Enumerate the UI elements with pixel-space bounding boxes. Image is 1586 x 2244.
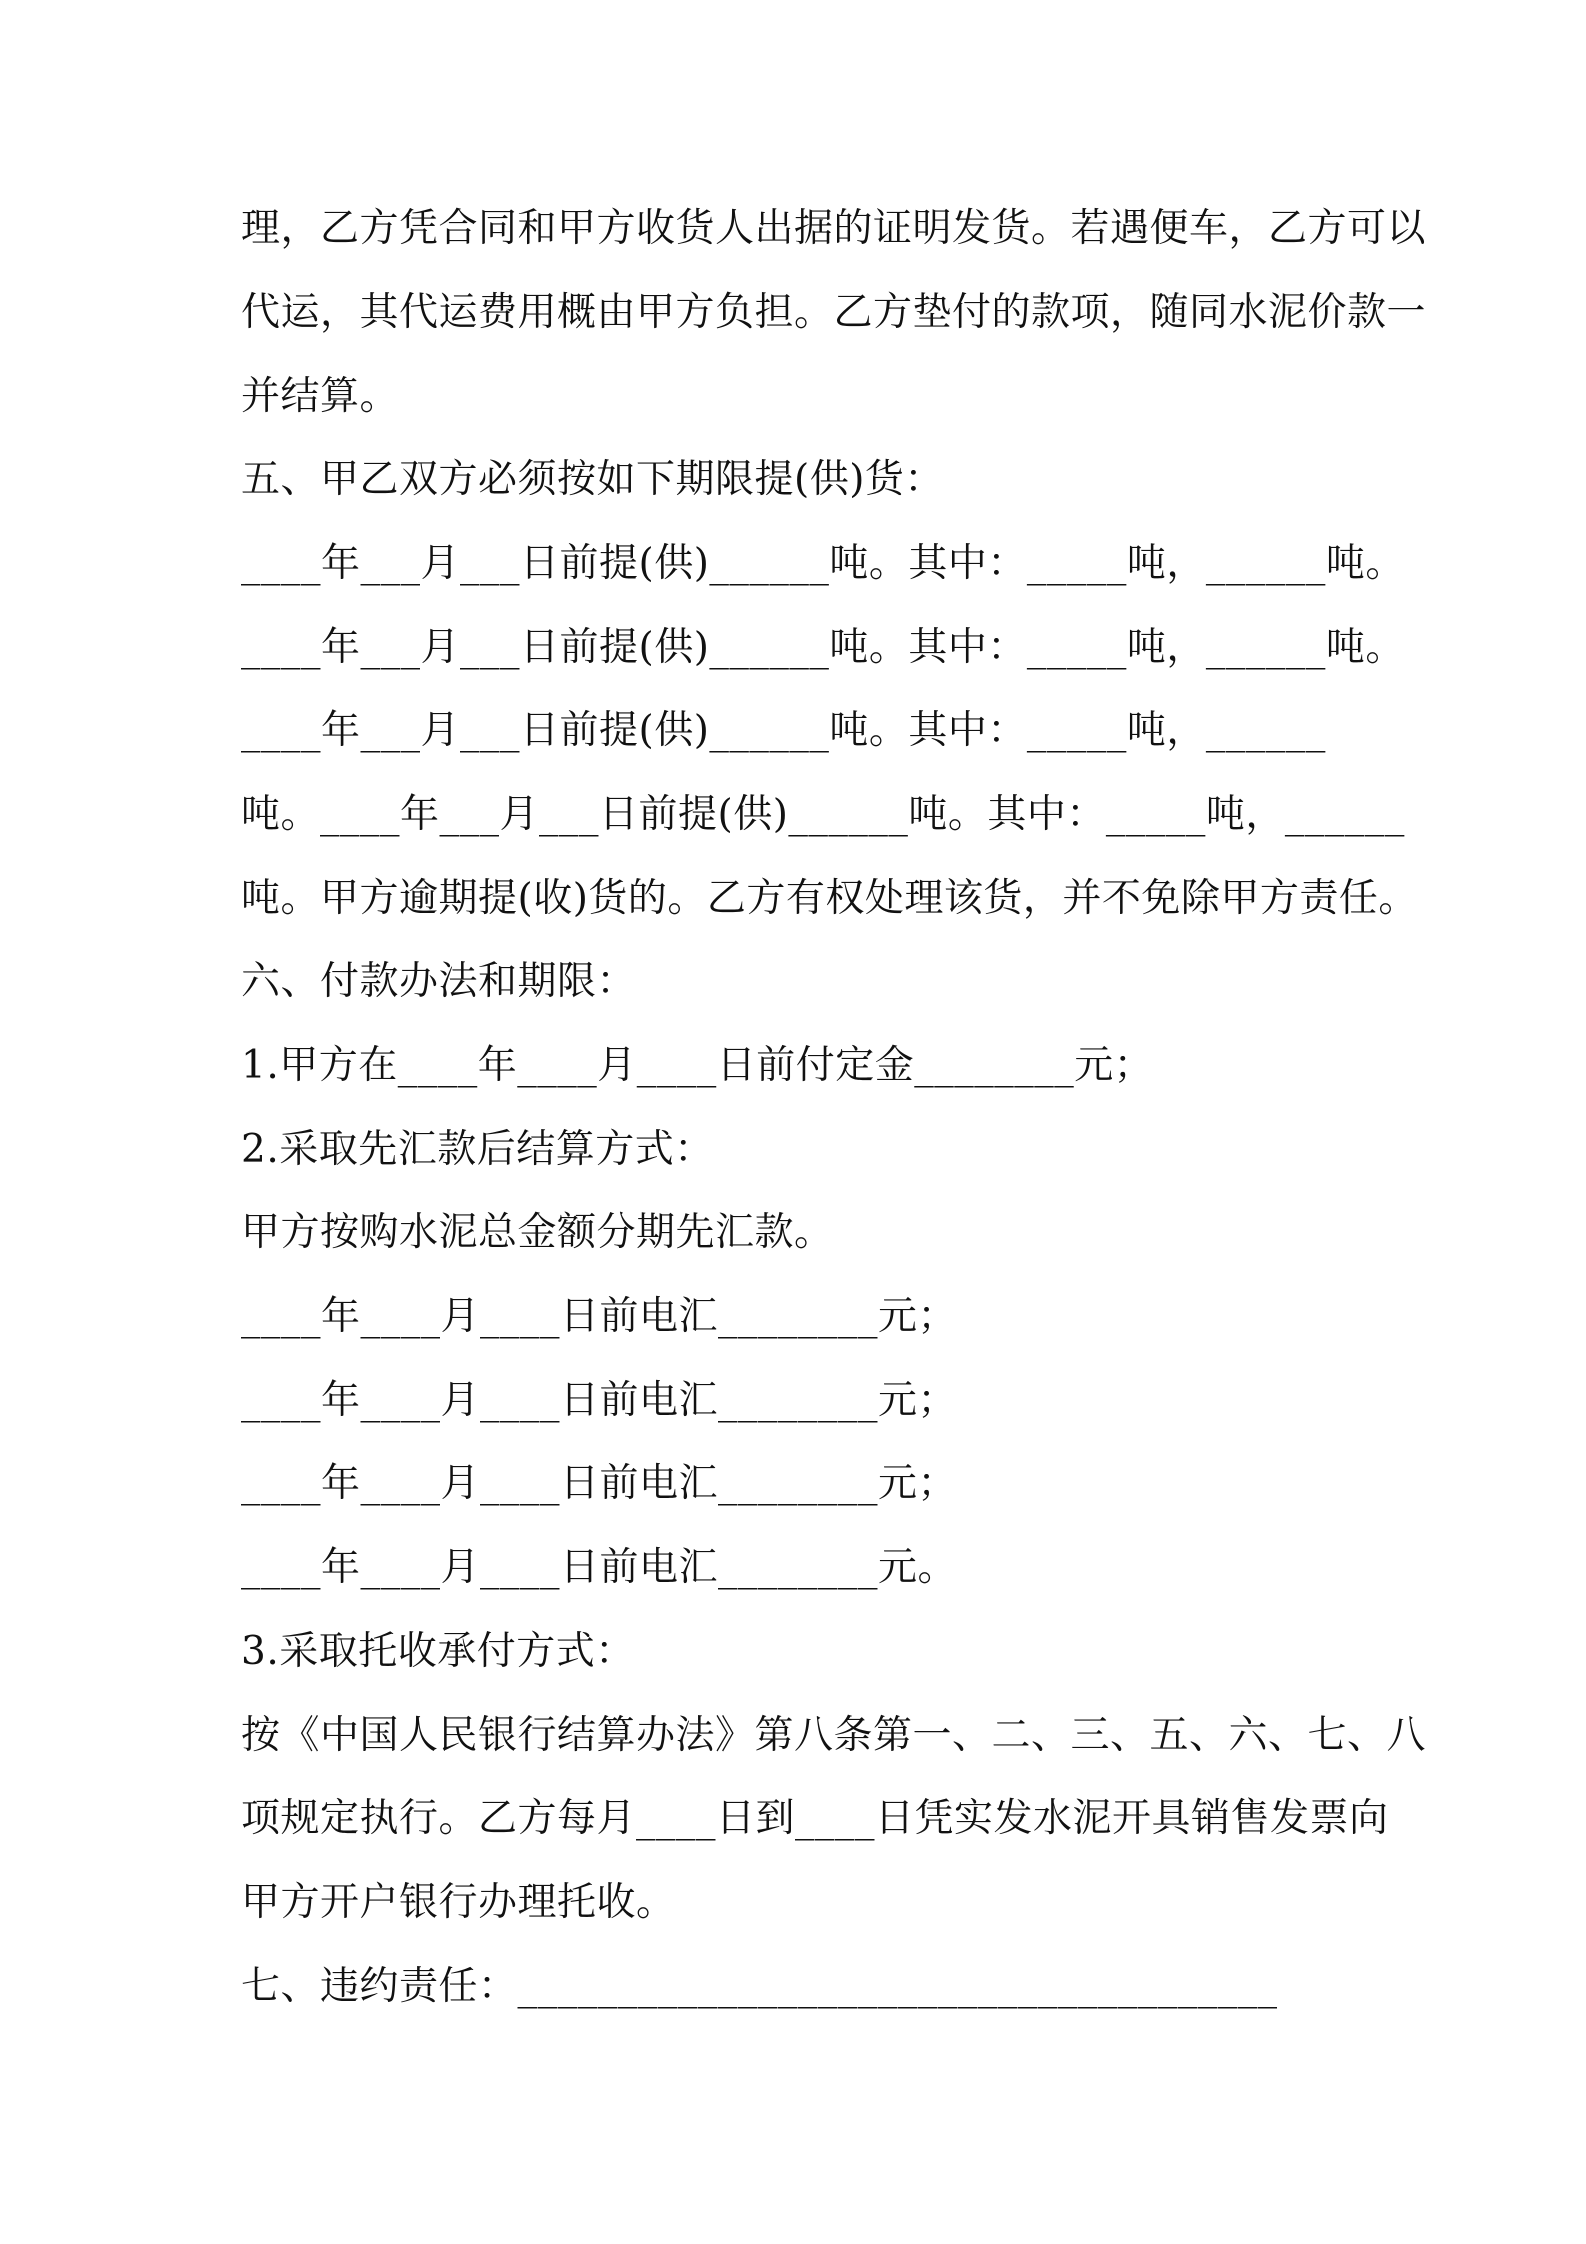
section-heading-seven: 七、违约责任：______________________________________ — [241, 1964, 1278, 2009]
paragraph-line: 吨。甲方逾期提(收)货的。乙方有权处理该货，并不免除甲方责任。 — [241, 876, 1418, 921]
wire-transfer-line: ____年____月____日前电汇________元； — [241, 1378, 958, 1423]
delivery-schedule-line: ____年___月___日前提(供)______吨。其中：_____吨，______吨。 — [241, 625, 1405, 670]
section-heading-six: 六、付款办法和期限： — [241, 959, 637, 1004]
delivery-schedule-line: ____年___月___日前提(供)______吨。其中：_____吨，______吨。 — [241, 541, 1405, 586]
payment-item-2: 2.采取先汇款后结算方式： — [241, 1127, 714, 1172]
payment-item-1: 1.甲方在____年____月____日前付定金________元； — [241, 1043, 1154, 1088]
payment-item-3: 3.采取托收承付方式： — [241, 1629, 635, 1674]
paragraph-line: 甲方按购水泥总金额分期先汇款。 — [241, 1210, 834, 1255]
paragraph-line: 按《中国人民银行结算办法》第八条第一、二、三、五、六、七、八 — [241, 1713, 1427, 1758]
paragraph-line: 并结算。 — [241, 374, 400, 419]
paragraph-line: 项规定执行。乙方每月____日到____日凭实发水泥开具销售发票向 — [241, 1796, 1389, 1841]
section-heading-five: 五、甲乙双方必须按如下期限提(供)货： — [241, 457, 944, 502]
paragraph-line: 理，乙方凭合同和甲方收货人出据的证明发货。若遇便车，乙方可以 — [241, 206, 1427, 251]
paragraph-line: 甲方开户银行办理托收。 — [241, 1880, 676, 1925]
delivery-schedule-line: 吨。____年___月___日前提(供)______吨。其中：_____吨，______ — [241, 792, 1405, 837]
wire-transfer-line: ____年____月____日前电汇________元； — [241, 1461, 958, 1506]
delivery-schedule-line: ____年___月___日前提(供)______吨。其中：_____吨，______ — [241, 708, 1326, 753]
wire-transfer-line: ____年____月____日前电汇________元； — [241, 1294, 958, 1339]
paragraph-line: 代运，其代运费用概由甲方负担。乙方垫付的款项，随同水泥价款一 — [241, 290, 1427, 335]
wire-transfer-line: ____年____月____日前电汇________元。 — [241, 1545, 958, 1590]
